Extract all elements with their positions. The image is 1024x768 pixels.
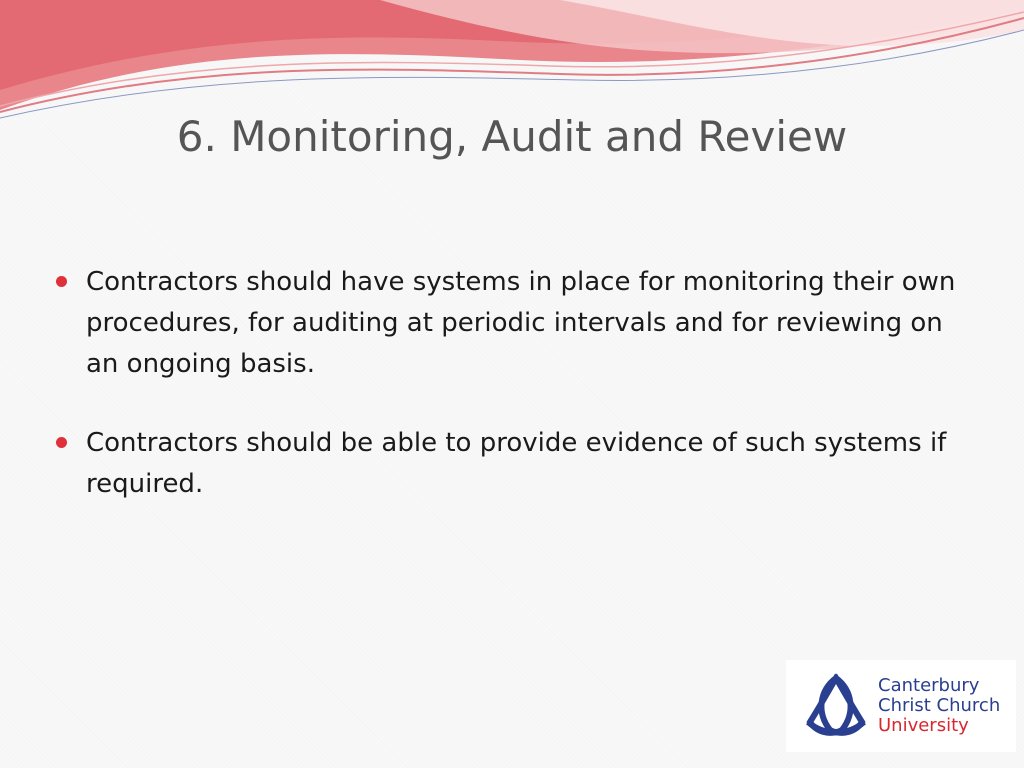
header-wave-decoration bbox=[0, 0, 1024, 130]
bullet-dot-icon bbox=[56, 276, 67, 287]
bullet-list bbox=[56, 262, 956, 543]
logo-line-university: University bbox=[878, 715, 969, 736]
bullet-item bbox=[56, 423, 956, 505]
logo-wordmark bbox=[878, 676, 1000, 736]
triquetra-logo-icon bbox=[800, 672, 872, 740]
logo-line-christ-church: Christ Church bbox=[878, 695, 1001, 716]
bullet-item bbox=[56, 262, 956, 385]
slide-title: 6. Monitoring, Audit and Review bbox=[176, 112, 848, 161]
university-logo bbox=[786, 660, 1016, 752]
bullet-dot-icon bbox=[56, 437, 67, 448]
bullet-text: Contractors should have systems in place for monitoring their own procedures, for auditing at periodic intervals and for reviewing on an ongoing basis. bbox=[86, 267, 956, 379]
bullet-text: Contractors should be able to provide evidence of such systems if required. bbox=[86, 428, 947, 499]
logo-line-canterbury: Canterbury bbox=[878, 675, 980, 696]
